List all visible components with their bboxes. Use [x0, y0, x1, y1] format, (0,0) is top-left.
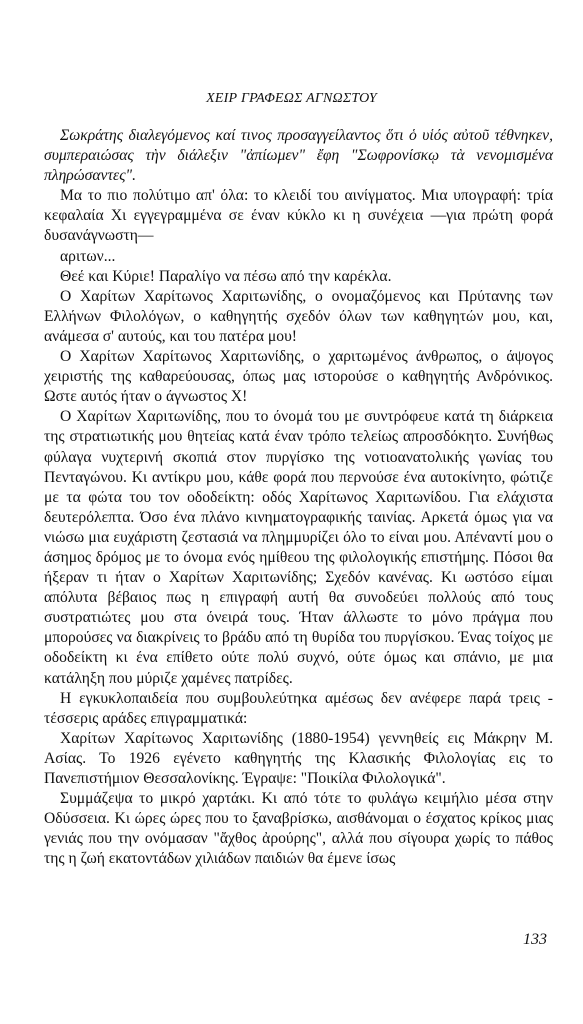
body-paragraph: Συμμάζεψα το μικρό χαρτάκι. Κι από τότε το φυλάγω κειμήλιο μέσα στην Οδύσσεια. Κι ώρες ώρες που το ξαναβρίσκω, αισθάνομαι ο έσχατος κρίκος μιας γενιάς που την ονόμασαν "ἄχθος ἀρούρης", αλλά που σίγουρα χωρίς το πάθος της η ζωή εκατοντάδων χιλιάδων παιδιών θα έμενε ίσως [44, 790, 553, 868]
body-paragraph: Ο Χαρίτων Χαριτωνίδης, που το όνομά του με συντρόφευε κατά τη διάρκεια της στρατιωτικής μου θητείας κατά έναν τρόπο τελείως απροσδόκητο. Συνήθως φύλαγα νυχτερινή σκοπιά στον πυργίσκο της νοτιοανατολικής γωνίας του Πενταγώνου. Κι αντίκρυ μου, κάθε φορά που περνούσε ένα αυτοκίνητο, φώτιζε με τα φώτα του τον οδοδείκτη: οδός Χαρίτωνος Χαριτωνίδου. Για ελάχιστα δευτερόλεπτα. Όσο ένα πλάνο κινηματογραφικής ταινίας. Αρκετά όμως για να νιώσω μια ευχάριστη ζεστασιά να πλημμυρίζει όλο το είναι μου. Απέναντί μου ο άσημος δρόμος με το όνομα ενός ημίθεου της φιλολογικής επιστήμης. Πόσοι θα ήξεραν τι ήταν ο Χαρίτων Χαριτωνίδης; Σχεδόν κανένας. Κι ωστόσο είμαι απόλυτα βέβαιος πως η επιγραφή αυτή θα συνοδεύει πολλούς από τους συστρατιώτες μου στα όνειρά τους. Ήταν άλλωστε το μόνο πράγμα που μπορούσες να διακρίνεις το βράδυ από τη θυρίδα του πυργίσκου. Ένας τοίχος με οδοδείκτη κι ένα επίθετο ούτε πολύ συχνό, ούτε όμως και σπάνιο, με μια κατάληξη που μύριζε χαμένες πατρίδες. [44, 408, 553, 687]
page-number: 133 [523, 931, 547, 948]
body-paragraph: αριτων... [60, 247, 116, 265]
body-paragraph: Μα το πιο πολύτιμο απ' όλα: το κλειδί του αινίγματος. Μια υπογραφή: τρία κεφαλαία Χι εγγεγραμμένα σε έναν κύκλο κι η συνέχεια —για πρώτη φορά δυσανάγνωστη— [44, 187, 553, 245]
body-paragraph: Ο Χαρίτων Χαρίτωνος Χαριτωνίδης, ο ονομαζόμενος και Πρύτανης των Ελλήνων Φιλολόγων, ο καθηγητής σχεδόν όλων των καθηγητών μου, και, ανάμεσα σ' αυτούς, και του πατέρα μου! [44, 287, 553, 345]
body-paragraph: Χαρίτων Χαρίτωνος Χαριτωνίδης (1880-1954) γεννηθείς εις Μάκρην Μ. Ασίας. Το 1926 εγένετο καθηγητής της Κλασικής Φιλολογίας εις το Πανεπιστήμιον Θεσσαλονίκης. Έγραψε: "Ποικίλα Φιλολογικά". [44, 729, 553, 787]
body-paragraph: Ο Χαρίτων Χαρίτωνος Χαριτωνίδης, ο χαριτωμένος άνθρωπος, ο άψογος χειριστής της καθαρεύουσας, όπως μας ιστορούσε ο καθηγητής Ανδρόνικος. Ωστε αυτός ήταν ο άγνωστος Χ! [44, 348, 553, 406]
epigraph-paragraph: Σωκράτης διαλεγόμενος καί τινος προσαγγείλαντος ὅτι ὁ υἱός αὐτοῦ τέθνηκεν, συμπεραιώσας τὴν διάλεξιν "ἀπίωμεν" ἔφη "Σωφρονίσκῳ τὰ νενομισμένα πληρώσαντες". [44, 127, 553, 185]
body-paragraph: Η εγκυκλοπαιδεία που συμβουλεύτηκα αμέσως δεν ανέφερε παρά τρεις - τέσσερις αράδες επιγραμματικά: [44, 689, 553, 727]
running-head: ΧΕΙΡ ΓΡΑΦΕΩΣ ΑΓΝΩΣΤΟΥ [206, 91, 377, 106]
body-paragraph: Θεέ και Κύριε! Παραλίγο να πέσω από την καρέκλα. [60, 267, 392, 285]
body-text [44, 126, 553, 869]
